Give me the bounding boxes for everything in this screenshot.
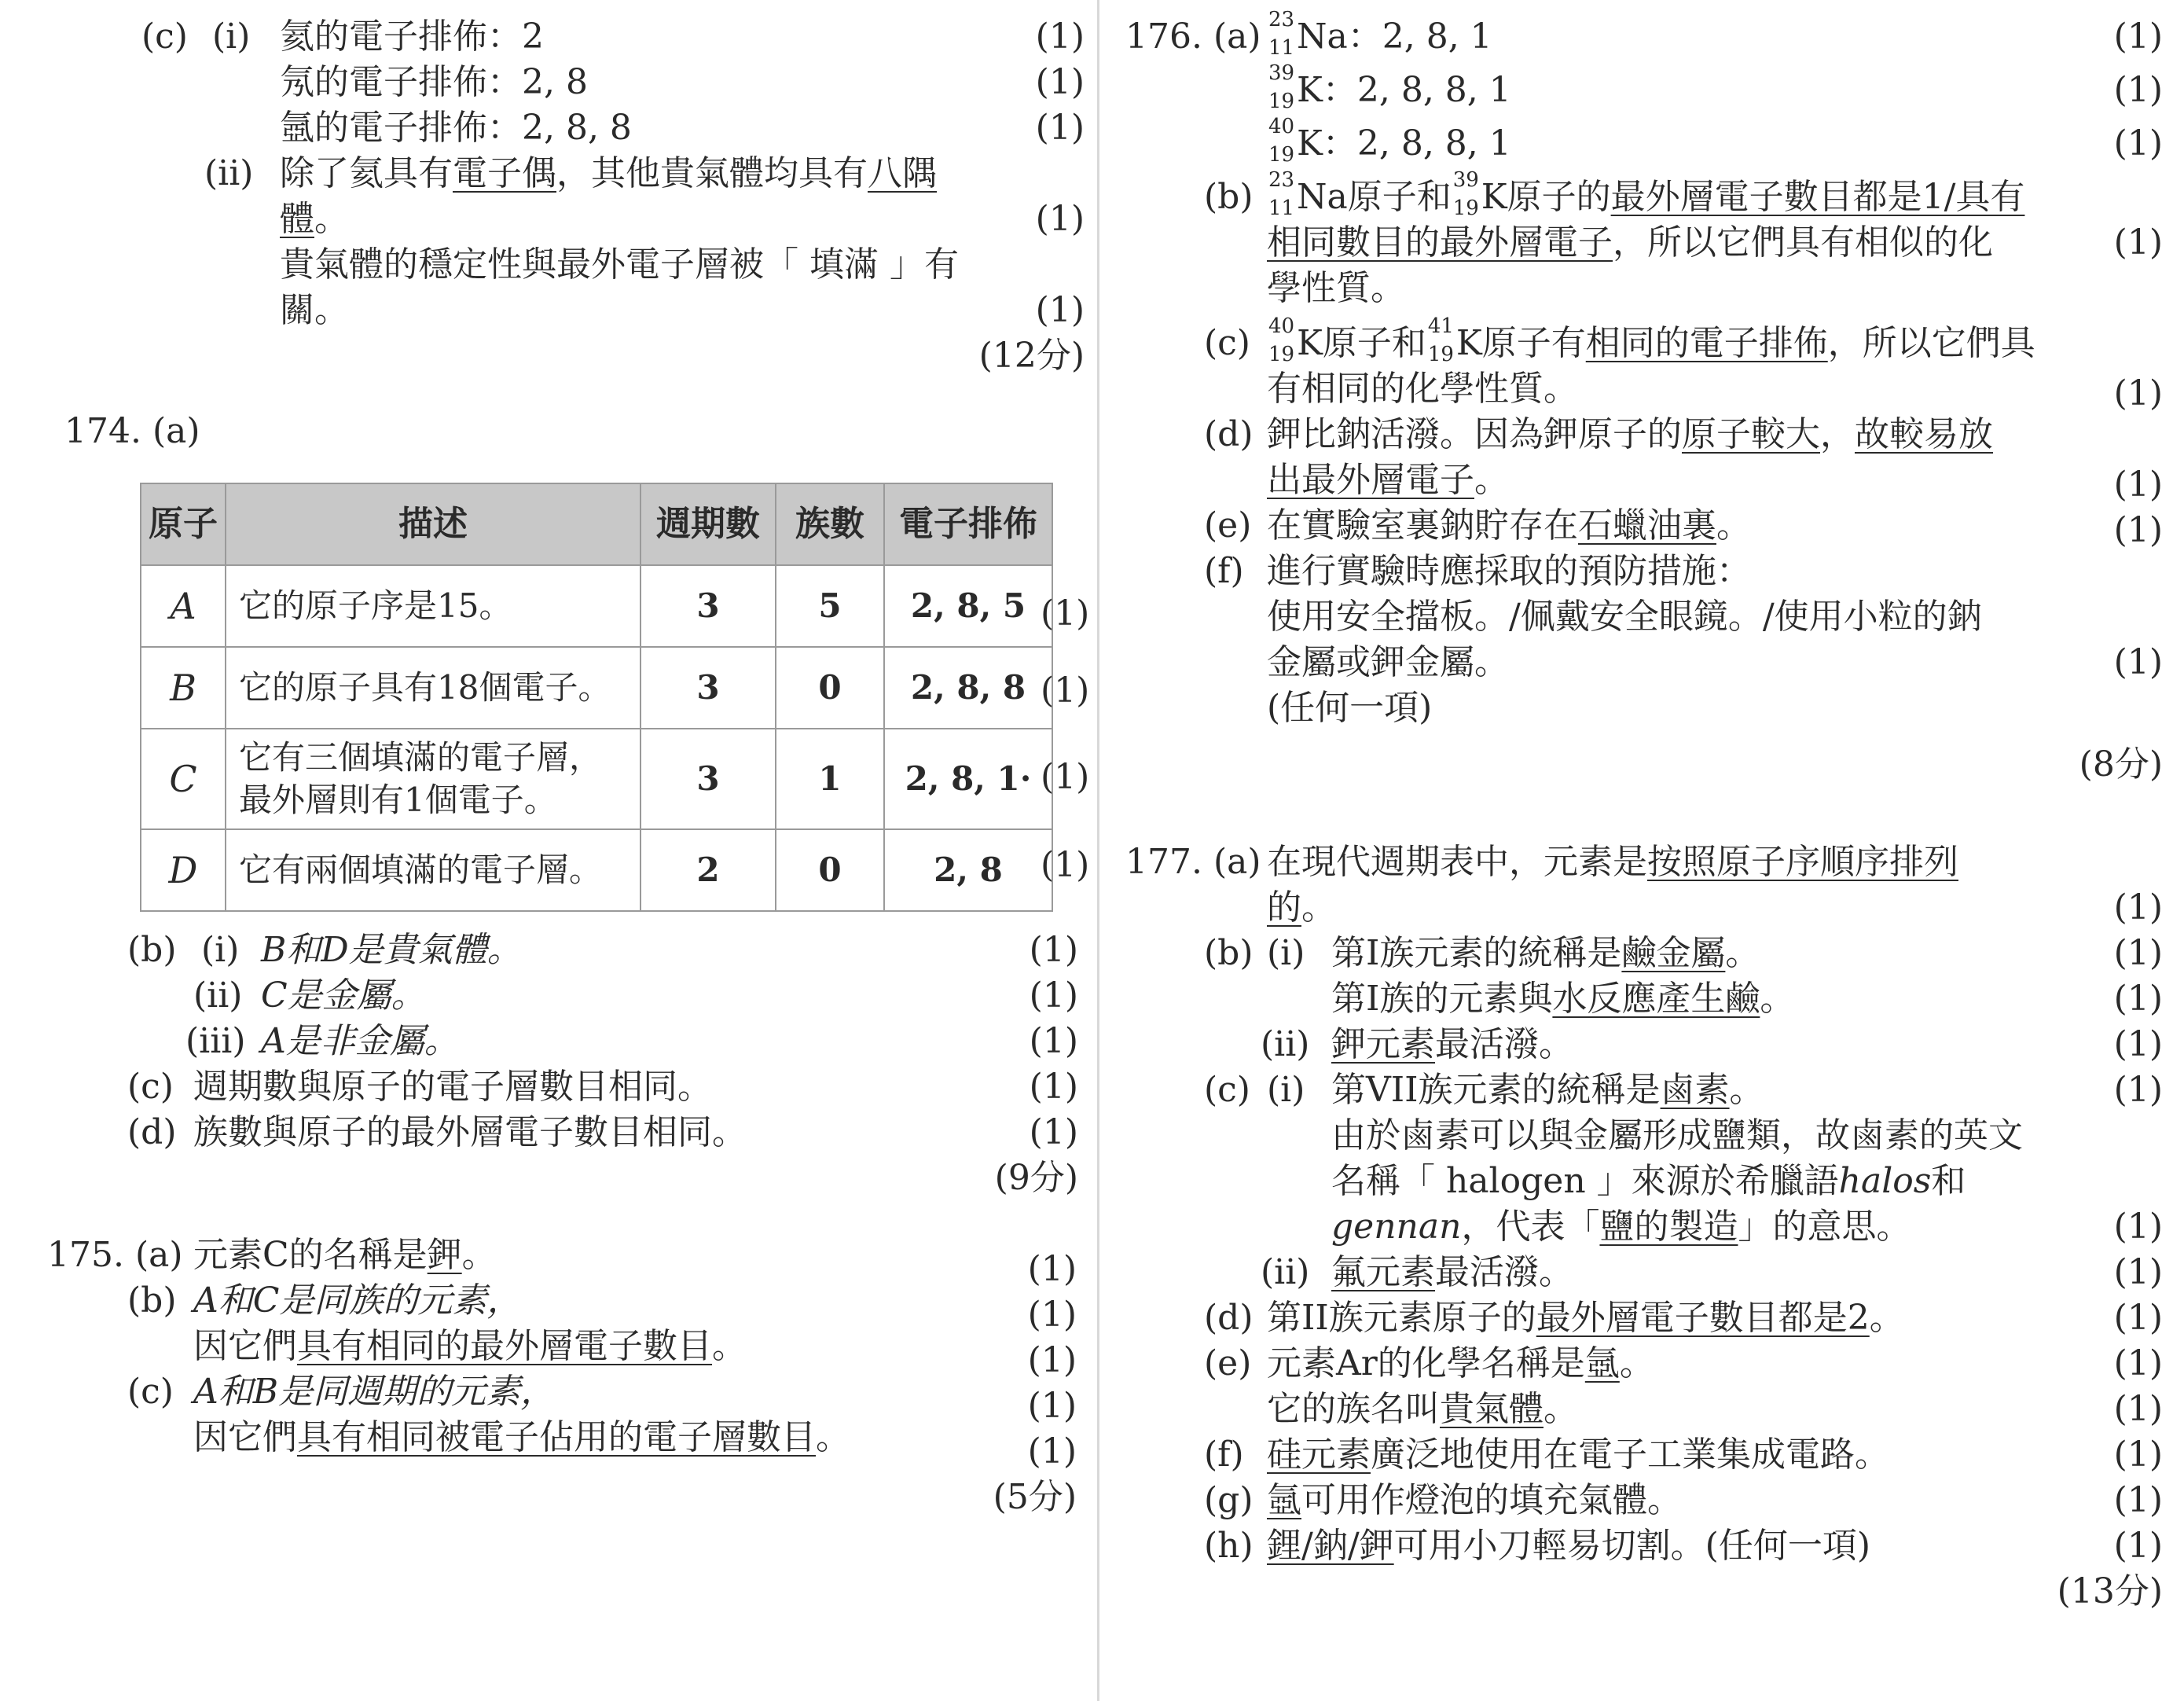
q177-d-mark: (1)	[2113, 1298, 2163, 1338]
q175-a-mark: (1)	[1027, 1249, 1077, 1289]
q174-c-mark: (1)	[1029, 1067, 1078, 1107]
q176-f-mark: (1)	[2113, 642, 2163, 682]
header-config: 電子排佈	[884, 483, 1052, 565]
q173c-ii-line3: 貴氣體的穩定性與最外電子層被「 填滿 」有	[280, 244, 959, 285]
q174-number: 174. (a)	[64, 411, 200, 451]
q177-c-ii-mark: (1)	[2113, 1252, 2163, 1292]
q177-e2-text: 它的族名叫貴氣體。	[1267, 1389, 1578, 1429]
q175-c-text: A和B是同週期的元素，	[193, 1372, 556, 1412]
q177-h-text: 鋰/鈉/鉀可用小刀輕易切割。(任何一項)	[1267, 1526, 1870, 1566]
q174-c-label: (c)	[127, 1067, 174, 1107]
q177-c-i3-text: 名稱「 halogen 」來源於希臘語halos和	[1331, 1161, 1966, 1201]
q175-a-text: 元素C的名稱是鉀。	[193, 1235, 497, 1275]
q173c-ii-mark2: (1)	[1035, 290, 1085, 330]
q175-b2-text: 因它們具有相同的最外層電子數目。	[193, 1326, 747, 1366]
q177-e-mark: (1)	[2113, 1343, 2163, 1383]
q174-b-label: (b)	[127, 930, 177, 970]
q177-g-text: 氬可用作燈泡的填充氣體。	[1267, 1480, 1682, 1520]
q177-a-line1: 在現代週期表中，元素是按照原子序順序排列	[1267, 842, 1958, 882]
q177-c-i2-text: 由於鹵素可以與金屬形成鹽類，故鹵素的英文	[1331, 1115, 2023, 1155]
q176-b-line3: 學性質。	[1267, 268, 1405, 308]
group-cell: 5	[776, 565, 884, 647]
group-cell: 0	[776, 829, 884, 911]
q176-a-mark2: (1)	[2113, 70, 2163, 110]
period-cell: 3	[641, 565, 776, 647]
q175-c2-mark: (1)	[1027, 1431, 1077, 1471]
question-176	[1125, 8, 2163, 788]
q175-c2-text: 因它們具有相同被電子佔用的電子層數目。	[193, 1417, 850, 1457]
q176-b-label: (b)	[1204, 177, 1254, 217]
config-cell: 2, 8, 8	[884, 647, 1052, 729]
group-cell: 1	[776, 729, 884, 829]
q175-b-text: A和C是同族的元素，	[193, 1280, 522, 1321]
q174-b-ii-text: C是金屬。	[261, 975, 426, 1016]
period-cell: 3	[641, 729, 776, 829]
q176-d-label: (d)	[1204, 414, 1254, 454]
q175-b-label: (b)	[127, 1280, 177, 1321]
q174-b-iii-label: (iii)	[185, 1021, 246, 1061]
nuclide-notation: 40 19	[1268, 314, 1295, 366]
q175-total: (5分)	[993, 1477, 1077, 1517]
q177-e2-mark: (1)	[2113, 1389, 2163, 1429]
atom-cell: A	[141, 565, 226, 647]
q177-g-mark: (1)	[2113, 1480, 2163, 1520]
q173c-i-mark2: (1)	[1035, 62, 1085, 102]
q177-c-i-mark: (1)	[2113, 1070, 2163, 1110]
q176-f-line3: 金屬或鉀金屬。	[1267, 642, 1509, 682]
q173c-i-line2: 氖的電子排佈：2, 8	[280, 62, 588, 102]
table-row	[141, 729, 1052, 829]
q177-b-i2-mark: (1)	[2113, 979, 2163, 1019]
q176-b-line1: 23 11 Na原子和 39 19 K原子的最外層電子數目都是1/具有	[1268, 168, 2025, 220]
q177-b-ii-text: 鉀元素最活潑。	[1331, 1024, 1573, 1064]
q175-c-mark: (1)	[1027, 1386, 1077, 1426]
q173c-i-mark3: (1)	[1035, 108, 1085, 148]
table-row-mark: (1)	[1041, 845, 1090, 885]
q177-e-label: (e)	[1204, 1343, 1252, 1383]
q174-b-iii-mark: (1)	[1029, 1021, 1078, 1061]
table-row	[141, 565, 1052, 647]
q174-d-text: 族數與原子的最外層電子數目相同。	[193, 1112, 747, 1152]
q173c-ii-line4: 關。	[280, 290, 349, 330]
question-173c	[47, 14, 1085, 379]
q175-number: 175. (a)	[47, 1235, 183, 1275]
q177-c-label: (c)	[1204, 1070, 1250, 1110]
q177-f-text: 硅元素廣泛地使用在電子工業集成電路。	[1267, 1435, 1889, 1475]
q176-e-text: 在實驗室裏鈉貯存在石蠟油裏。	[1267, 505, 1751, 546]
q176-b-line2: 相同數目的最外層電子，所以它們具有相似的化	[1267, 222, 1993, 263]
description-cell: 它的原子序是15。	[226, 565, 641, 647]
question-175	[47, 1233, 1085, 1517]
q174-b-i-label: (i)	[201, 930, 240, 970]
atom-cell: C	[141, 729, 226, 829]
q177-b-ii-mark: (1)	[2113, 1024, 2163, 1064]
description-cell: 它有三個填滿的電子層， 最外層則有1個電子。	[226, 729, 641, 829]
q177-c-i4-mark: (1)	[2113, 1207, 2163, 1247]
q177-c-ii-label: (ii)	[1261, 1252, 1310, 1292]
q176-d-line2: 出最外層電子。	[1267, 460, 1509, 500]
table-row-mark: (1)	[1041, 593, 1090, 634]
q173c-i-line1: 氦的電子排佈：2	[280, 17, 544, 57]
q177-h-mark: (1)	[2113, 1526, 2163, 1566]
q177-c-i-text: 第VII族元素的統稱是鹵素。	[1331, 1070, 1764, 1110]
q176-total: (8分)	[2079, 744, 2163, 784]
q177-c-i4-text: gennan，代表「鹽的製造」的意思。	[1331, 1207, 1911, 1247]
q177-b-i-label: (i)	[1267, 933, 1305, 973]
q177-c-i-label: (i)	[1267, 1070, 1305, 1110]
q176-e-mark: (1)	[2113, 510, 2163, 550]
table-row-mark: (1)	[1041, 757, 1090, 797]
q174-d-label: (d)	[127, 1112, 177, 1152]
q174-b-i-text: B和D是貴氣體。	[261, 930, 522, 970]
period-cell: 3	[641, 647, 776, 729]
q177-d-text: 第II族元素原子的最外層電子數目都是2。	[1267, 1298, 1904, 1338]
q174-c-text: 週期數與原子的電子層數目相同。	[193, 1067, 712, 1107]
q176-c-mark: (1)	[2113, 373, 2163, 413]
q176-a-mark3: (1)	[2113, 123, 2163, 163]
q173c-ii-mark1: (1)	[1035, 199, 1085, 239]
q177-number: 177. (a)	[1125, 842, 1261, 882]
q176-a-line3: 40 19 K：2, 8, 8, 1	[1268, 115, 1511, 167]
description-cell: 它的原子具有18個電子。	[226, 647, 641, 729]
q173c-ii-line2: 體。	[280, 199, 349, 239]
atom-table	[140, 483, 1053, 912]
q176-e-label: (e)	[1204, 505, 1252, 546]
atom-cell: B	[141, 647, 226, 729]
header-description: 描述	[226, 483, 641, 565]
q175-c-label: (c)	[127, 1372, 174, 1412]
q174-b-iii-text: A是非金屬。	[261, 1021, 459, 1061]
q176-d-line1: 鉀比鈉活潑。因為鉀原子的原子較大，故較易放	[1267, 414, 1993, 454]
q173c-ii-label: (ii)	[204, 153, 254, 193]
q176-a-mark1: (1)	[2113, 17, 2163, 57]
q173c-i-label: (i)	[212, 17, 251, 57]
header-atom: 原子	[141, 483, 226, 565]
q177-b-label: (b)	[1204, 933, 1254, 973]
q177-e-text: 元素Ar的化學名稱是氬。	[1267, 1343, 1654, 1383]
right-column	[1125, 8, 2163, 1615]
q177-f-label: (f)	[1204, 1435, 1244, 1475]
q175-b-mark: (1)	[1027, 1295, 1077, 1335]
q177-a-line2: 的。	[1267, 887, 1336, 928]
nuclide-notation: 41 19	[1427, 314, 1454, 366]
description-cell: 它有兩個填滿的電子層。	[226, 829, 641, 911]
config-cell: 2, 8, 1·	[884, 729, 1052, 829]
q177-b-i2-text: 第I族的元素與水反應產生鹼。	[1331, 979, 1795, 1019]
left-column	[47, 14, 1090, 1517]
q174-b-ii-mark: (1)	[1029, 975, 1078, 1016]
q176-a-line2: 39 19 K：2, 8, 8, 1	[1268, 61, 1511, 113]
nuclide-notation: 39 19	[1268, 61, 1295, 113]
q173c-i-mark1: (1)	[1035, 17, 1085, 57]
nuclide-notation: 23 11	[1268, 168, 1295, 220]
q174-total: (9分)	[994, 1158, 1078, 1198]
q177-d-label: (d)	[1204, 1298, 1254, 1338]
q176-f-line2: 使用安全擋板。/佩戴安全眼鏡。/使用小粒的鈉	[1267, 597, 1982, 637]
q177-b-ii-label: (ii)	[1261, 1024, 1310, 1064]
q176-b-mark: (1)	[2113, 222, 2163, 263]
q177-h-label: (h)	[1204, 1526, 1254, 1566]
q176-c-line1: 40 19 K原子和 41 19 K原子有相同的電子排佈，所以它們具	[1268, 314, 2035, 366]
period-cell: 2	[641, 829, 776, 911]
q173c-ii-line1: 除了氦具有電子偶，其他貴氣體均具有八隅	[280, 153, 937, 193]
group-cell: 0	[776, 647, 884, 729]
config-cell: 2, 8	[884, 829, 1052, 911]
q176-d-mark: (1)	[2113, 465, 2163, 505]
atom-cell: D	[141, 829, 226, 911]
q177-a-mark: (1)	[2113, 887, 2163, 928]
q177-g-label: (g)	[1204, 1480, 1254, 1520]
page-gutter	[1097, 0, 1099, 1701]
q174-b-i-mark: (1)	[1029, 930, 1078, 970]
question-177	[1125, 839, 2163, 1615]
q176-a-line1: 23 11 Na：2, 8, 1	[1268, 8, 1492, 60]
q176-number: 176. (a)	[1125, 17, 1261, 57]
nuclide-notation: 40 19	[1268, 115, 1295, 167]
q177-f-mark: (1)	[2113, 1435, 2163, 1475]
nuclide-notation: 39 19	[1452, 168, 1479, 220]
q177-b-i-mark: (1)	[2113, 933, 2163, 973]
q176-c-label: (c)	[1204, 323, 1250, 363]
q176-f-line4: (任何一項)	[1267, 688, 1433, 728]
q173c-label: (c)	[141, 17, 188, 57]
q175-b2-mark: (1)	[1027, 1340, 1077, 1380]
table-row	[141, 829, 1052, 911]
q177-total: (13分)	[2057, 1571, 2163, 1611]
q177-c-ii-text: 氟元素最活潑。	[1331, 1252, 1573, 1292]
config-cell: 2, 8, 5	[884, 565, 1052, 647]
q176-f-line1: 進行實驗時應採取的預防措施：	[1267, 551, 1751, 591]
header-group: 族數	[776, 483, 884, 565]
question-174	[47, 409, 1090, 1201]
atom-table-header	[141, 483, 1052, 565]
q174-b-ii-label: (ii)	[193, 975, 243, 1016]
q177-b-i-text: 第I族元素的統稱是鹼金屬。	[1331, 933, 1760, 973]
table-row-mark: (1)	[1041, 670, 1090, 711]
q173c-i-line3: 氬的電子排佈：2, 8, 8	[280, 108, 632, 148]
q173c-total: (12分)	[978, 336, 1085, 376]
header-period: 週期數	[641, 483, 776, 565]
q174-d-mark: (1)	[1029, 1112, 1078, 1152]
q176-c-line2: 有相同的化學性質。	[1267, 369, 1578, 409]
table-row	[141, 647, 1052, 729]
q176-f-label: (f)	[1204, 551, 1244, 591]
nuclide-notation: 23 11	[1268, 8, 1295, 60]
